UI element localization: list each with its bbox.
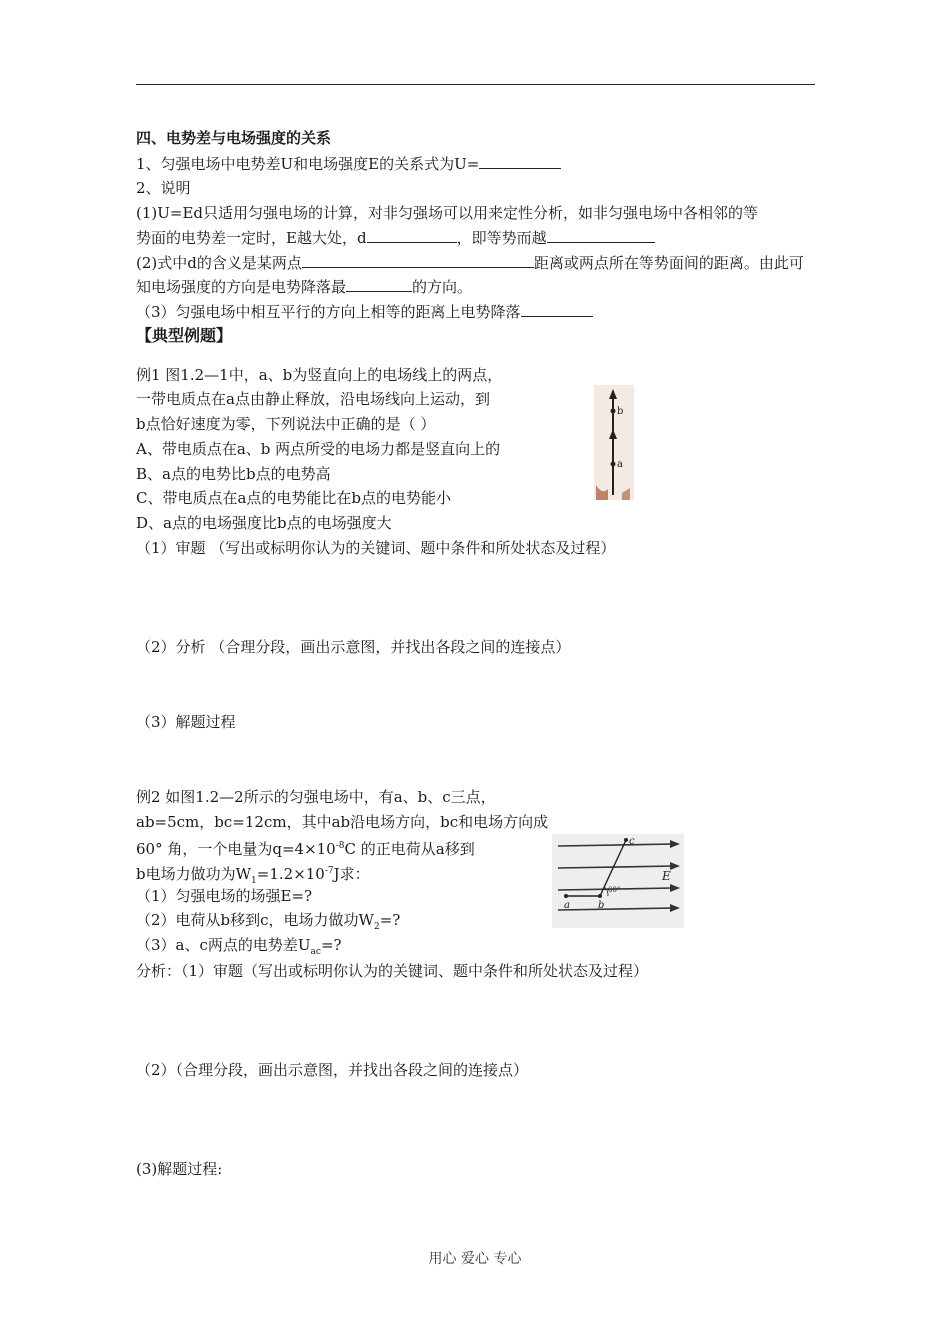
fig2-label-E: E	[662, 869, 671, 883]
ex2-line-4-exp: -7	[324, 866, 334, 876]
field-line-figure	[594, 385, 634, 500]
fig2-label-a: a	[564, 900, 570, 911]
fig1-label-b: b	[617, 406, 624, 417]
ex2-q2-post: =?	[379, 911, 401, 929]
header-rule	[136, 84, 815, 85]
ex1-line-2: 一带电质点在a点由静止释放，沿电场线向上运动，到	[136, 390, 490, 408]
answer-blank-3[interactable]	[547, 228, 655, 243]
fig2-label-angle: 60°	[608, 886, 621, 894]
ex2-q3-post: =?	[320, 936, 342, 954]
ex2-question-3	[136, 935, 342, 962]
answer-blank-2[interactable]	[367, 228, 457, 243]
item-1-text: 1、匀强电场中电势差U和电场强度E的关系式为U=	[136, 155, 480, 173]
ex2-step-3: (3)解题过程:	[136, 1160, 223, 1178]
ex2-figure	[552, 834, 684, 928]
note-2-line-2	[136, 277, 472, 297]
ex2-line-4-mid: =1.2×10	[256, 865, 325, 883]
ex2-line-1: 例2 如图1.2—2所示的匀强电场中，有a、b、c三点，	[136, 788, 496, 806]
page-footer: 用心 爱心 专心	[428, 1251, 522, 1267]
fig2-label-b: b	[598, 900, 605, 911]
ex2-line-3-pre: 60° 角，一个电量为q=4×10	[136, 840, 336, 858]
item-1	[136, 154, 561, 174]
note-2-text-d: 的方向。	[412, 278, 473, 296]
fig2-label-c: c	[629, 836, 635, 847]
ex1-line-3: b点恰好速度为零，下列说法中正确的是（ ）	[136, 415, 436, 433]
ex2-line-3	[136, 836, 475, 859]
note-1-text-b: ，即等势而越	[456, 229, 547, 247]
note-2-text-b: 距离或两点所在等势面间的距离。由此可	[533, 254, 804, 272]
note-2-text-a: (2)式中d的含义是某两点	[136, 254, 302, 272]
note-1-text-a: 势面的电势差一定时，E越大处，d	[136, 229, 367, 247]
ex1-line-1: 例1 图1.2—1中，a、b为竖直向上的电场线上的两点，	[136, 366, 503, 384]
ex1-step-1: （1）审题 （写出或标明你认为的关键词、题中条件和所处状态及过程）	[136, 539, 616, 557]
fig1-label-a: a	[617, 459, 623, 470]
note-1-line-2	[136, 228, 655, 248]
ex1-option-d[interactable]: D、a点的电场强度比b点的电场强度大	[136, 514, 392, 532]
ex2-q2-sub: 2	[373, 922, 380, 932]
ex2-line-4-pre: b电场力做功为W	[136, 865, 252, 883]
note-2-text-c: 知电场强度的方向是电势降落最	[136, 278, 347, 296]
uniform-field-figure	[552, 834, 684, 928]
note-3-text: （3）匀强电场中相互平行的方向上相等的距离上电势降落	[136, 303, 521, 321]
note-2-line-1	[136, 253, 804, 273]
ex1-step-3: （3）解题过程	[136, 713, 236, 731]
ex2-q2-pre: （2）电荷从b移到c，电场力做功W	[136, 911, 374, 929]
note-3	[136, 302, 593, 322]
ex1-figure	[594, 385, 634, 500]
ex2-line-3-post: C 的正电荷从a移到	[344, 840, 475, 858]
ex1-option-b[interactable]: B、a点的电势比b点的电势高	[136, 465, 331, 483]
ex2-line-3-exp: -8	[335, 841, 345, 851]
answer-blank-6[interactable]	[521, 302, 593, 317]
ex2-question-2	[136, 910, 400, 937]
section-title: 四、电势差与电场强度的关系	[136, 129, 332, 147]
ex2-line-2: ab=5cm，bc=12cm，其中ab沿电场方向，bc和电场方向成	[136, 813, 549, 831]
ex2-step-2: （2）（合理分段，画出示意图，并找出各段之间的连接点）	[136, 1061, 529, 1079]
answer-blank-5[interactable]	[346, 277, 412, 292]
ex1-option-c[interactable]: C、带电质点在a点的电势能比在b点的电势能小	[136, 489, 452, 507]
ex2-q3-sub: ac	[310, 947, 321, 957]
answer-blank-4[interactable]	[302, 253, 534, 268]
ex1-option-a[interactable]: A、带电质点在a、b 两点所受的电场力都是竖直向上的	[136, 440, 501, 458]
ex1-step-2: （2）分析 （合理分段，画出示意图，并找出各段之间的连接点）	[136, 638, 571, 656]
ex2-line-4-post: J求：	[333, 865, 370, 883]
note-1-line-1: (1)U=Ed只适用匀强电场的计算，对非匀强场可以用来定性分析，如非匀强电场中各相邻的等	[136, 204, 759, 222]
examples-heading: 【典型例题】	[136, 326, 233, 345]
ex2-step-1: 分析：（1）审题（写出或标明你认为的关键词、题中条件和所处状态及过程）	[136, 962, 649, 980]
ex2-question-1: （1）匀强电场的场强E=?	[136, 887, 313, 905]
answer-blank-1[interactable]	[479, 154, 561, 169]
ex2-q3-pre: （3）a、c两点的电势差U	[136, 936, 311, 954]
item-2: 2、说明	[136, 179, 191, 197]
ex2-line-4-sub: 1	[251, 876, 257, 886]
